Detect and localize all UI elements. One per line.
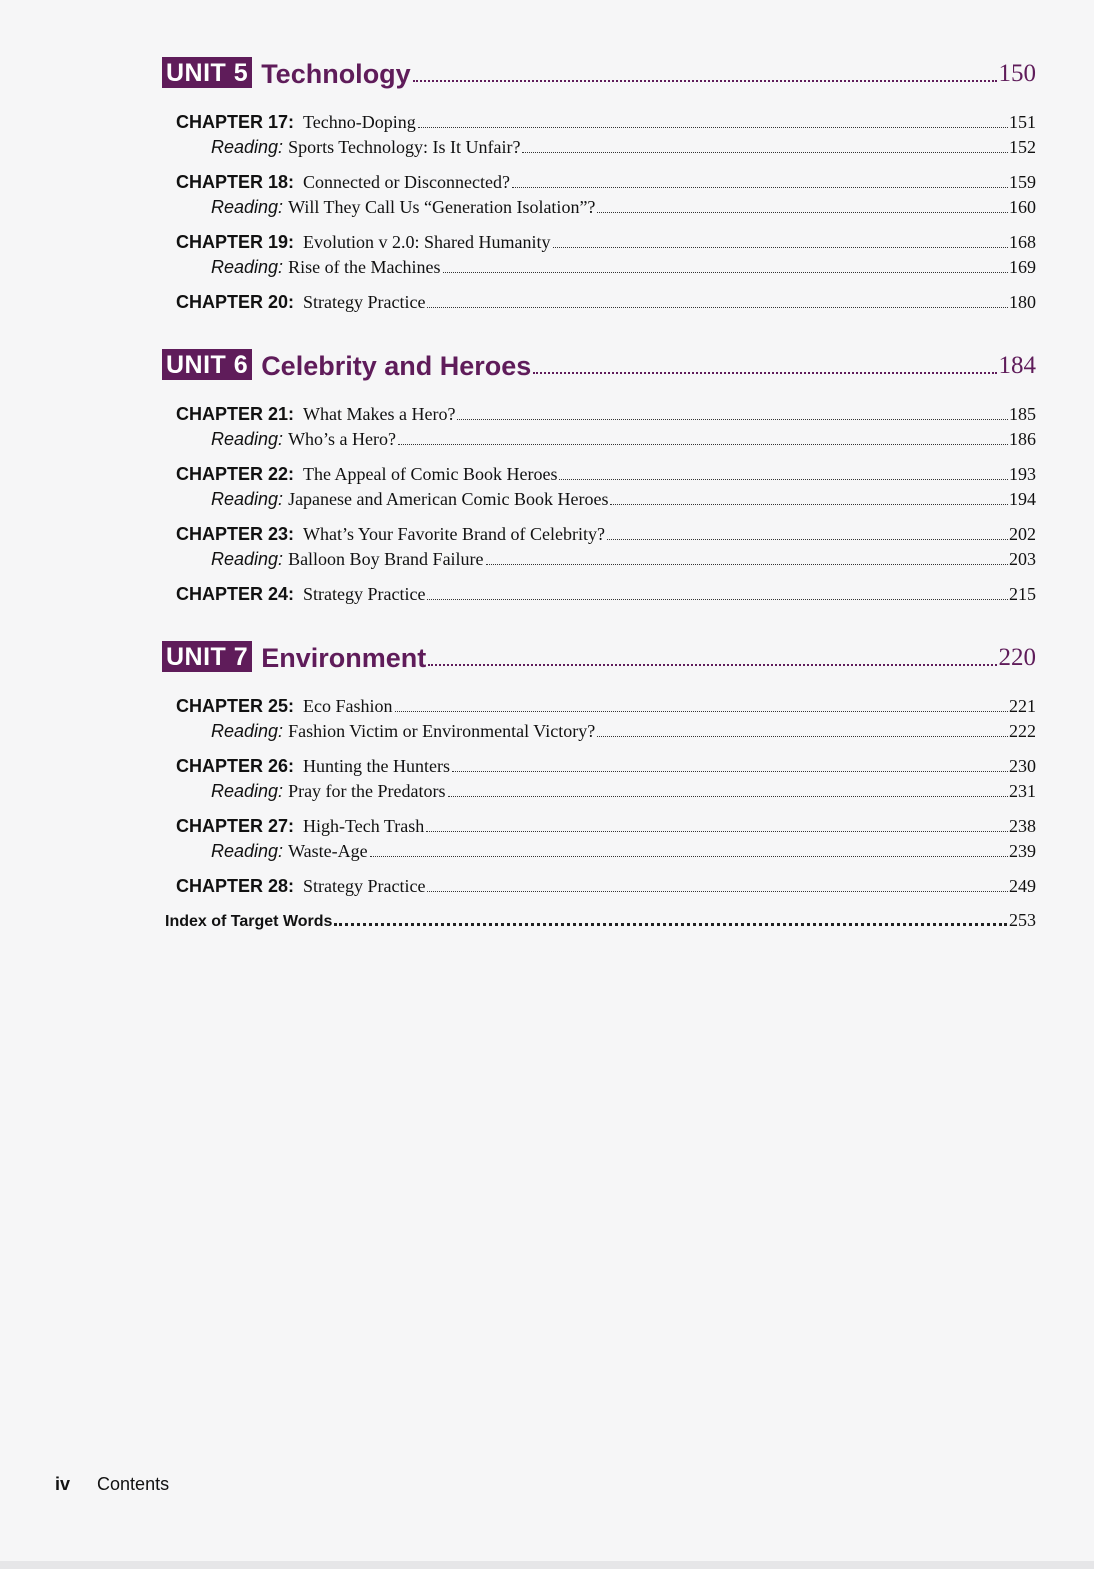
reading-entry[interactable] — [162, 133, 1036, 158]
chapter-label: CHAPTER 25: — [176, 696, 295, 716]
reading-entry[interactable] — [162, 425, 1036, 450]
dot-leader — [413, 80, 997, 82]
dot-leader — [452, 771, 1008, 772]
reading-title: Rise of the Machines — [288, 257, 441, 277]
page-number: 152 — [1009, 137, 1036, 157]
reading-title: Fashion Victim or Environmental Victory? — [288, 721, 596, 741]
chapter-title: What’s Your Favorite Brand of Celebrity? — [303, 524, 605, 544]
reading-title: Japanese and American Comic Book Heroes — [288, 489, 609, 509]
chapter-label: CHAPTER 19: — [176, 232, 295, 252]
chapter-title: Eco Fashion — [303, 696, 393, 716]
reading-title: Who’s a Hero? — [288, 429, 397, 449]
chapter-entry[interactable] — [162, 228, 1036, 253]
chapter-title: Techno-Doping — [303, 112, 416, 132]
table-of-contents — [162, 56, 1036, 931]
dot-leader — [553, 247, 1008, 248]
dot-leader — [427, 307, 1008, 308]
page-number: 160 — [1009, 197, 1036, 217]
chapter-label: CHAPTER 22: — [176, 464, 295, 484]
chapter-label: CHAPTER 27: — [176, 816, 295, 836]
unit-heading[interactable] — [162, 348, 1036, 382]
reading-entry[interactable] — [162, 193, 1036, 218]
chapter-label: CHAPTER 17: — [176, 112, 295, 132]
unit-section — [162, 348, 1036, 605]
unit-heading[interactable] — [162, 640, 1036, 674]
reading-label: Reading: — [211, 721, 284, 741]
reading-label: Reading: — [211, 257, 284, 277]
page-number: 168 — [1009, 232, 1036, 252]
page-number: 202 — [1009, 524, 1036, 544]
dot-leader — [418, 127, 1008, 128]
unit-badge: UNIT 5 — [162, 57, 252, 88]
index-entry[interactable] — [162, 907, 1036, 931]
page-number: 253 — [1009, 910, 1036, 930]
page-footer — [55, 1474, 169, 1495]
unit-heading[interactable] — [162, 56, 1036, 90]
reading-title: Pray for the Predators — [288, 781, 446, 801]
reading-label: Reading: — [211, 549, 284, 569]
chapter-entry[interactable] — [162, 812, 1036, 837]
dot-leader — [457, 419, 1008, 420]
page-number: 151 — [1009, 112, 1036, 132]
dot-leader — [448, 796, 1008, 797]
dot-leader — [398, 444, 1008, 445]
page-number: 203 — [1009, 549, 1036, 569]
page-number: 194 — [1009, 489, 1036, 509]
chapter-entry[interactable] — [162, 580, 1036, 605]
reading-label: Reading: — [211, 197, 284, 217]
page-number: 222 — [1009, 721, 1036, 741]
page-number: 239 — [1009, 841, 1036, 861]
reading-title: Sports Technology: Is It Unfair? — [288, 137, 521, 157]
page-number: 249 — [1009, 876, 1036, 896]
chapter-entry[interactable] — [162, 288, 1036, 313]
dot-leader — [597, 212, 1008, 213]
dot-leader — [512, 187, 1008, 188]
chapter-entry[interactable] — [162, 752, 1036, 777]
dot-leader — [597, 736, 1008, 737]
page-number: 193 — [1009, 464, 1036, 484]
reading-label: Reading: — [211, 841, 284, 861]
chapter-entry[interactable] — [162, 400, 1036, 425]
dot-leader — [428, 664, 996, 666]
reading-title: Waste-Age — [288, 841, 368, 861]
chapter-label: CHAPTER 23: — [176, 524, 295, 544]
chapter-title: Strategy Practice — [303, 292, 426, 312]
unit-title: Technology — [261, 59, 411, 89]
chapter-entry[interactable] — [162, 168, 1036, 193]
chapter-title: High-Tech Trash — [303, 816, 425, 836]
chapter-label: CHAPTER 18: — [176, 172, 295, 192]
chapter-title: What Makes a Hero? — [303, 404, 456, 424]
reading-entry[interactable] — [162, 837, 1036, 862]
page-number: 221 — [1009, 696, 1036, 716]
unit-page-number: 150 — [998, 60, 1036, 87]
chapter-label: CHAPTER 24: — [176, 584, 295, 604]
dot-leader — [610, 504, 1008, 505]
unit-entries — [162, 692, 1036, 897]
folio-number: iv — [55, 1474, 71, 1494]
chapter-title: Evolution v 2.0: Shared Humanity — [303, 232, 551, 252]
chapter-entry[interactable] — [162, 460, 1036, 485]
reading-entry[interactable] — [162, 485, 1036, 510]
unit-title: Celebrity and Heroes — [261, 351, 532, 381]
chapter-entry[interactable] — [162, 108, 1036, 133]
chapter-entry[interactable] — [162, 692, 1036, 717]
reading-title: Will They Call Us “Generation Isolation”? — [288, 197, 596, 217]
reading-title: Balloon Boy Brand Failure — [288, 549, 484, 569]
dot-leader — [522, 152, 1008, 153]
unit-title: Environment — [261, 643, 427, 673]
dot-leader — [486, 564, 1008, 565]
unit-entries — [162, 400, 1036, 605]
page-number: 215 — [1009, 584, 1036, 604]
page-number: 186 — [1009, 429, 1036, 449]
reading-entry[interactable] — [162, 717, 1036, 742]
running-footer-title: Contents — [97, 1474, 170, 1494]
page-number: 230 — [1009, 756, 1036, 776]
index-label: Index of Target Words — [165, 913, 333, 930]
unit-badge: UNIT 6 — [162, 349, 252, 380]
unit-section — [162, 640, 1036, 897]
unit-page-number: 220 — [998, 644, 1036, 671]
chapter-title: Hunting the Hunters — [303, 756, 451, 776]
chapter-title: Connected or Disconnected? — [303, 172, 510, 192]
dot-leader — [395, 711, 1008, 712]
page-number: 169 — [1009, 257, 1036, 277]
unit-badge: UNIT 7 — [162, 641, 252, 672]
chapter-title: The Appeal of Comic Book Heroes — [303, 464, 558, 484]
dot-leader — [427, 891, 1008, 892]
reading-label: Reading: — [211, 781, 284, 801]
reading-entry[interactable] — [162, 545, 1036, 570]
unit-entries — [162, 108, 1036, 313]
dot-leader — [607, 539, 1008, 540]
chapter-label: CHAPTER 20: — [176, 292, 295, 312]
page-number: 180 — [1009, 292, 1036, 312]
page-number: 159 — [1009, 172, 1036, 192]
chapter-label: CHAPTER 21: — [176, 404, 295, 424]
dot-leader — [443, 272, 1008, 273]
reading-label: Reading: — [211, 489, 284, 509]
reading-entry[interactable] — [162, 253, 1036, 278]
chapter-label: CHAPTER 26: — [176, 756, 295, 776]
unit-section — [162, 56, 1036, 313]
reading-label: Reading: — [211, 429, 284, 449]
dot-leader — [426, 831, 1008, 832]
page-number: 185 — [1009, 404, 1036, 424]
chapter-title: Strategy Practice — [303, 584, 426, 604]
page-number: 231 — [1009, 781, 1036, 801]
dot-leader — [533, 372, 996, 374]
reading-label: Reading: — [211, 137, 284, 157]
reading-entry[interactable] — [162, 777, 1036, 802]
dot-leader — [334, 923, 1007, 926]
dot-leader — [559, 479, 1008, 480]
page-number: 238 — [1009, 816, 1036, 836]
chapter-entry[interactable] — [162, 872, 1036, 897]
chapter-label: CHAPTER 28: — [176, 876, 295, 896]
chapter-entry[interactable] — [162, 520, 1036, 545]
dot-leader — [427, 599, 1008, 600]
dot-leader — [370, 856, 1008, 857]
page-edge — [0, 1561, 1094, 1569]
chapter-title: Strategy Practice — [303, 876, 426, 896]
unit-page-number: 184 — [998, 352, 1036, 379]
